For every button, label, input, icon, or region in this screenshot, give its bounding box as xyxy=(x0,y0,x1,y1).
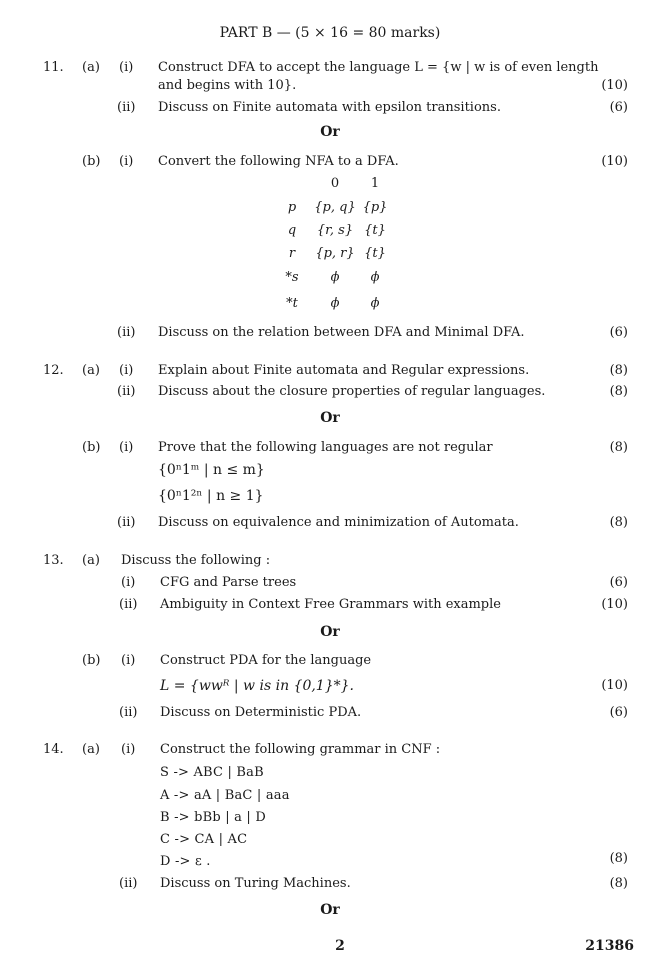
q11-part-a-label: (a) xyxy=(82,60,100,75)
q14-part-a-label: (a) xyxy=(82,742,100,757)
grammar-rule: D -> ε . xyxy=(160,854,211,869)
part-title: PART B — (5 × 16 = 80 marks) xyxy=(219,25,441,41)
nfa-cell: ϕ xyxy=(330,296,340,311)
q11b-i-label: (i) xyxy=(119,154,134,169)
nfa-state: *s xyxy=(285,270,299,285)
q12a-i-label: (i) xyxy=(119,363,134,378)
or-divider-12: Or xyxy=(320,410,340,426)
q11a-i-text: Construct DFA to accept the language L = {w | w is of even length xyxy=(158,60,599,75)
q14a-i-marks: (8) xyxy=(609,851,628,866)
q13b-ii-text: Discuss on Deterministic PDA. xyxy=(160,705,362,720)
q13a-i-label: (i) xyxy=(121,575,136,590)
pda-language-formula: L = {wwᴿ | w is in {0,1}*}. xyxy=(160,678,354,694)
q14a-ii-marks: (8) xyxy=(609,876,628,891)
q12b-i-label: (i) xyxy=(119,440,134,455)
q14a-ii-text: Discuss on Turing Machines. xyxy=(160,876,351,891)
q12a-i-text: Explain about Finite automata and Regular expressions. xyxy=(158,363,530,378)
nfa-cell: {p, r} xyxy=(315,246,355,261)
q11b-i-marks: (10) xyxy=(601,154,628,169)
q12-part-a-label: (a) xyxy=(82,363,100,378)
q14a-i-label: (i) xyxy=(121,742,136,757)
q13-part-b-label: (b) xyxy=(82,653,101,668)
q12b-i-text: Prove that the following languages are not regular xyxy=(158,440,493,455)
q11a-ii-text: Discuss on Finite automata with epsilon transitions. xyxy=(158,100,501,115)
grammar-rule: A -> aA | BaC | aaa xyxy=(160,788,290,803)
question-number-11: 11. xyxy=(43,60,64,75)
q11a-ii-marks: (6) xyxy=(609,100,628,115)
nfa-header-1: 1 xyxy=(370,176,380,191)
or-divider-14: Or xyxy=(320,902,340,918)
q12a-ii-text: Discuss about the closure properties of regular languages. xyxy=(158,384,546,399)
grammar-rule: C -> CA | AC xyxy=(160,832,248,847)
q12a-ii-label: (ii) xyxy=(117,384,136,399)
q12a-ii-marks: (8) xyxy=(609,384,628,399)
q13a-i-marks: (6) xyxy=(609,575,628,590)
nfa-state: *t xyxy=(286,296,298,311)
q13-part-a-label: (a) xyxy=(82,553,100,568)
q13a-ii-label: (ii) xyxy=(119,597,138,612)
question-number-14: 14. xyxy=(43,742,64,757)
nfa-state: p xyxy=(287,200,297,215)
q13b-ii-marks: (6) xyxy=(609,705,628,720)
q14a-i-text: Construct the following grammar in CNF : xyxy=(160,742,441,757)
language-set-2: {0ⁿ1²ⁿ | n ≥ 1} xyxy=(158,488,264,504)
q11b-ii-label: (ii) xyxy=(117,325,136,340)
page-number: 2 xyxy=(335,938,345,954)
nfa-state: r xyxy=(288,246,296,261)
or-divider-13: Or xyxy=(320,624,340,640)
q11a-ii-label: (ii) xyxy=(117,100,136,115)
q12-part-b-label: (b) xyxy=(82,440,101,455)
language-set-1: {0ⁿ1ᵐ | n ≤ m} xyxy=(158,462,265,478)
or-divider-11: Or xyxy=(320,124,340,140)
nfa-cell: {r, s} xyxy=(316,223,354,238)
paper-code: 21386 xyxy=(585,938,634,954)
q12b-ii-label: (ii) xyxy=(117,515,136,530)
question-number-12: 12. xyxy=(43,363,64,378)
q13a-ii-marks: (10) xyxy=(601,597,628,612)
q11b-ii-marks: (6) xyxy=(609,325,628,340)
q12b-i-marks: (8) xyxy=(609,440,628,455)
nfa-cell: ϕ xyxy=(370,296,380,311)
q13a-intro: Discuss the following : xyxy=(121,553,271,568)
q11a-i-text-cont: and begins with 10}. xyxy=(158,78,297,93)
nfa-state: q xyxy=(287,223,297,238)
q11a-i-marks: (10) xyxy=(601,78,628,93)
q12a-i-marks: (8) xyxy=(609,363,628,378)
q12b-ii-text: Discuss on equivalence and minimization of Automata. xyxy=(158,515,519,530)
q11-part-b-label: (b) xyxy=(82,154,101,169)
q13b-ii-label: (ii) xyxy=(119,705,138,720)
q13b-i-label: (i) xyxy=(121,653,136,668)
q13b-i-text: Construct PDA for the language xyxy=(160,653,372,668)
q13a-ii-text: Ambiguity in Context Free Grammars with example xyxy=(160,597,501,612)
q11a-i-label: (i) xyxy=(119,60,134,75)
q11b-i-text: Convert the following NFA to a DFA. xyxy=(158,154,399,169)
question-number-13: 13. xyxy=(43,553,64,568)
q13b-i-marks: (10) xyxy=(601,678,628,693)
grammar-rule: B -> bBb | a | D xyxy=(160,810,266,825)
q13a-i-text: CFG and Parse trees xyxy=(160,575,297,590)
nfa-cell: {t} xyxy=(364,246,386,261)
nfa-header-0: 0 xyxy=(330,176,340,191)
nfa-cell: ϕ xyxy=(370,270,380,285)
grammar-rule: S -> ABC | BaB xyxy=(160,765,264,780)
q11b-ii-text: Discuss on the relation between DFA and Minimal DFA. xyxy=(158,325,525,340)
nfa-cell: {p} xyxy=(362,200,388,215)
nfa-cell: ϕ xyxy=(330,270,340,285)
q12b-ii-marks: (8) xyxy=(609,515,628,530)
nfa-cell: {p, q} xyxy=(314,200,356,215)
nfa-cell: {t} xyxy=(364,223,386,238)
q14a-ii-label: (ii) xyxy=(119,876,138,891)
